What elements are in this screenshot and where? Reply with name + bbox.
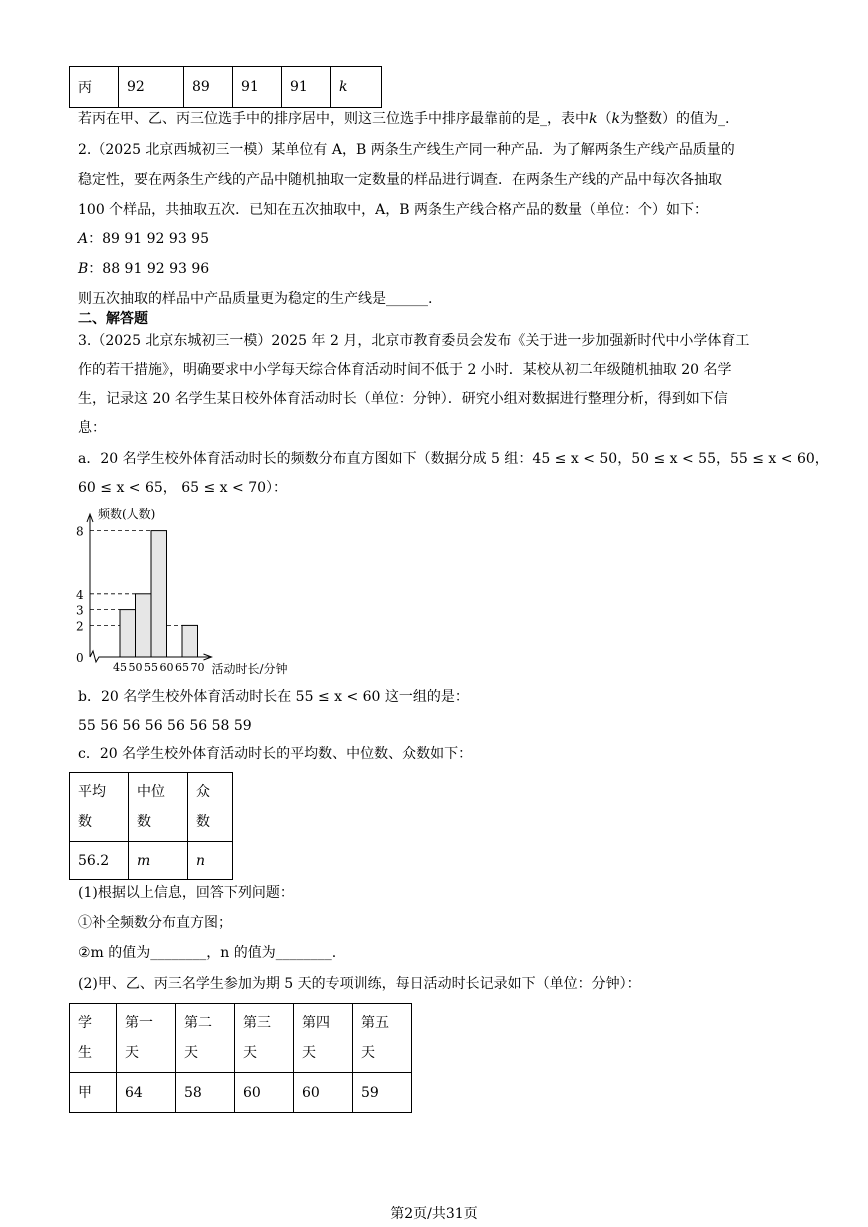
k-symbol: k <box>589 111 598 127</box>
stats-header-median: 中位 数 <box>129 773 188 842</box>
training-table <box>69 1003 412 1113</box>
q3-part-1-1: ①补全频数分布直方图； <box>78 915 232 931</box>
stats-median-value: m <box>129 842 188 880</box>
top-table-cell: 91 <box>282 67 331 108</box>
origin-label: 0 <box>76 651 84 665</box>
x-tick-label: 55 <box>144 661 158 674</box>
stats-table <box>69 772 233 880</box>
top-table-cell: k <box>331 67 382 108</box>
histogram-chart <box>70 500 360 680</box>
section-heading: 二、解答题 <box>78 311 148 327</box>
stats-mode-value: n <box>188 842 233 880</box>
line-a-label: A <box>78 231 89 247</box>
x-tick-label: 60 <box>159 661 174 674</box>
top-table-cell: 丙 <box>70 67 119 108</box>
training-header: 第二 天 <box>176 1004 235 1073</box>
y-tick-label: 8 <box>76 524 84 539</box>
line-a-values: ：89 91 92 93 95 <box>88 231 209 247</box>
training-header: 第四 天 <box>294 1004 353 1073</box>
stats-header-mean: 平均 数 <box>70 773 129 842</box>
q3-a-text-2: 60 ≤ x < 65， 65 ≤ x < 70）： <box>78 480 288 496</box>
top-table-cell: 91 <box>233 67 282 108</box>
top-table-cell: 92 <box>119 67 184 108</box>
histogram-bar-65-70 <box>182 625 198 657</box>
q3-b-data: 55 56 56 56 56 56 58 59 <box>78 718 252 734</box>
k-symbol: k <box>611 111 620 127</box>
x-tick-label: 65 <box>175 661 189 674</box>
x-tick-label: 50 <box>128 661 143 674</box>
histogram-bar-45-50 <box>120 610 136 657</box>
histogram-bar-55-60 <box>151 531 167 657</box>
y-axis-title: 频数(人数) <box>98 507 156 521</box>
q3-line-2: 作的若干措施》，明确要求中小学每天综合体育活动时间不低于 2 小时．某校从初二年级随机抽取 20 名学 <box>78 362 732 378</box>
x-tick-label: 45 <box>113 661 127 674</box>
q3-part-2: (2)甲、乙、丙三名学生参加为期 5 天的专项训练，每日活动时长记录如下（单位：分钟）： <box>78 976 641 992</box>
stats-header-mode: 众 数 <box>188 773 233 842</box>
q3-part-1-2: ②m 的值为________，n 的值为________. <box>78 945 337 961</box>
q3-part-1: (1)根据以上信息，回答下列问题： <box>78 885 294 901</box>
q3-b-text: b．20 名学生校外体育活动时长在 55 ≤ x < 60 这一组的是： <box>78 689 469 705</box>
q1-text-a: 若丙在甲、乙、丙三位选手中的排序居中，则这三位选手中排序最靠前的是_，表中 <box>78 111 589 127</box>
training-cell: 58 <box>176 1073 235 1113</box>
x-axis-title: 活动时长/分钟 <box>211 662 288 676</box>
training-cell: 60 <box>235 1073 294 1113</box>
training-cell: 甲 <box>70 1073 117 1113</box>
top-table-cell: 89 <box>184 67 233 108</box>
training-cell: 60 <box>294 1073 353 1113</box>
training-header: 第三 天 <box>235 1004 294 1073</box>
y-tick-label: 4 <box>76 587 84 602</box>
training-header: 第一 天 <box>117 1004 176 1073</box>
q3-line-4: 息： <box>78 420 106 436</box>
q3-line-1: 3.（2025 北京东城初三一模）2025 年 2 月，北京市教育委员会发布《关于进一步加强新时代中小学体育工 <box>78 333 750 349</box>
q2-line-3: 100 个样品，共抽取五次．已知在五次抽取中，A，B 两条生产线合格产品的数量（单位：个）如下： <box>78 202 709 218</box>
x-tick-label: 70 <box>190 661 205 674</box>
training-header: 第五 天 <box>353 1004 412 1073</box>
line-b-values: ：88 91 92 93 96 <box>88 261 210 277</box>
q3-line-3: 生，记录这 20 名学生某日校外体育活动时长（单位：分钟）．研究小组对数据进行整理分析，得到如下信 <box>78 391 728 407</box>
histogram-bar-50-55 <box>136 594 152 657</box>
q2-question: 则五次抽取的样品中产品质量更为稳定的生产线是______. <box>78 291 433 307</box>
q3-a-text: a．20 名学生校外体育活动时长的频数分布直方图如下（数据分成 5 组：45 ≤ x < 50，50 ≤ x < 55，55 ≤ x < 60， <box>78 451 829 467</box>
line-b-label: B <box>78 261 89 277</box>
training-cell: 64 <box>117 1073 176 1113</box>
stats-mean-value: 56.2 <box>70 842 129 880</box>
q1-text-c: 为整数）的值为_. <box>619 111 730 127</box>
y-tick-label: 3 <box>76 603 84 618</box>
training-header: 学 生 <box>70 1004 117 1073</box>
q2-line-2: 稳定性，要在两条生产线的产品中随机抽取一定数量的样品进行调查．在两条生产线的产品中每次各抽取 <box>78 172 722 188</box>
q2-line-a <box>78 229 209 249</box>
q2-line-b <box>78 259 209 279</box>
q1-question-line <box>78 109 729 129</box>
q3-c-text: c．20 名学生校外体育活动时长的平均数、中位数、众数如下： <box>78 746 473 762</box>
q2-line-1: 2.（2025 北京西城初三一模）某单位有 A，B 两条生产线生产同一种产品．为了解两条生产线产品质量的 <box>78 142 735 158</box>
top-table <box>69 66 382 108</box>
training-cell: 59 <box>353 1073 412 1113</box>
y-tick-label: 2 <box>76 619 84 634</box>
page-footer: 第2页/共31页 <box>390 1206 478 1222</box>
q1-text-b: （ <box>597 111 612 127</box>
